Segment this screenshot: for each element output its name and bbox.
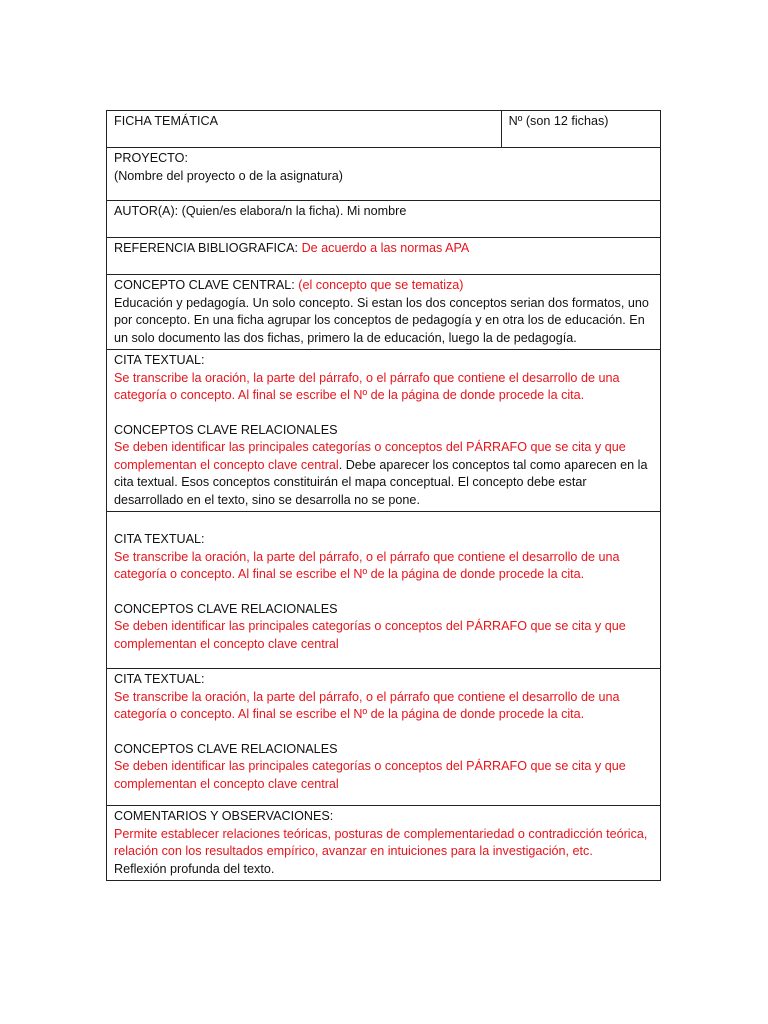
referencia-row bbox=[107, 238, 661, 275]
conceptos-relacionales-label: CONCEPTOS CLAVE RELACIONALES bbox=[114, 741, 338, 756]
conceptos-relacionales-text: Se deben identificar las principales categorías o conceptos del PÁRRAFO que se cita y que complementan el concepto clave central bbox=[114, 440, 626, 472]
cita-textual-text: Se transcribe la oración, la parte del párrafo, o el párrafo que contiene el desarrollo de una categoría o concepto. Al final se escribe el Nº de la página de donde procede la cita. bbox=[114, 549, 620, 581]
cita-block-cell bbox=[107, 350, 661, 512]
proyecto-cell bbox=[107, 148, 661, 201]
autor-row bbox=[107, 201, 661, 238]
cita-block-cell bbox=[107, 669, 661, 806]
cita-textual-label: CITA TEXTUAL: bbox=[114, 672, 205, 686]
ficha-number: Nº (son 12 fichas) bbox=[508, 114, 609, 128]
cita-block-row bbox=[107, 512, 661, 669]
spacer bbox=[114, 405, 653, 422]
ficha-title-cell bbox=[107, 111, 502, 148]
comentarios-cell bbox=[107, 806, 661, 881]
proyecto-label: PROYECTO: bbox=[114, 151, 188, 165]
autor-label: AUTOR(A): bbox=[114, 204, 179, 218]
ficha-tematica-table bbox=[106, 110, 661, 881]
conceptos-relacionales-text: Se deben identificar las principales categorías o conceptos del PÁRRAFO que se cita y que complementan el concepto clave central bbox=[114, 759, 626, 791]
referencia-cell bbox=[107, 238, 661, 275]
concepto-central-text: Educación y pedagogía. Un solo concepto. Si estan los dos conceptos serian dos formatos, uno por concepto. En una ficha agrupar los conceptos de pedagogía y en otra los de educación. En un solo documento las dos fichas, primero la de educación, luego la de pedagogía. bbox=[114, 295, 649, 345]
spacer bbox=[114, 584, 653, 601]
cita-block-cell bbox=[107, 512, 661, 669]
conceptos-relacionales-label: CONCEPTOS CLAVE RELACIONALES bbox=[114, 422, 338, 437]
conceptos-relacionales-text: Se deben identificar las principales categorías o conceptos del PÁRRAFO que se cita y que complementan el concepto clave central bbox=[114, 619, 626, 651]
comentarios-extra: Reflexión profunda del texto. bbox=[114, 861, 275, 876]
referencia-label: REFERENCIA BIBLIOGRAFICA: bbox=[114, 241, 302, 255]
conceptos-relacionales-extra: . Debe aparecer los conceptos tal como aparecen en la cita textual. Esos conceptos constituirán el mapa conceptual. El concepto debe estar desarrollado en el texto, sino se desarrolla no se pone. bbox=[114, 457, 648, 507]
autor-text: (Quien/es elabora/n la ficha). Mi nombre bbox=[178, 204, 407, 218]
proyecto-text: (Nombre del proyecto o de la asignatura) bbox=[114, 168, 343, 183]
spacer bbox=[114, 514, 653, 531]
spacer bbox=[114, 724, 653, 741]
comentarios-row bbox=[107, 806, 661, 881]
cita-textual-text: Se transcribe la oración, la parte del párrafo, o el párrafo que contiene el desarrollo de una categoría o concepto. Al final se escribe el Nº de la página de donde procede la cita. bbox=[114, 370, 620, 402]
ficha-number-cell bbox=[501, 111, 660, 148]
concepto-central-note: (el concepto que se tematiza) bbox=[298, 278, 464, 292]
concepto-central-label: CONCEPTO CLAVE CENTRAL: bbox=[114, 278, 299, 292]
comentarios-text: Permite establecer relaciones teóricas, posturas de complementariedad o contradicción teórica, relación con los resultados empírico, avanzar en intuiciones para la investigación, etc. bbox=[114, 826, 648, 858]
ficha-title: FICHA TEMÁTICA bbox=[114, 114, 219, 128]
header-row bbox=[107, 111, 661, 148]
cita-textual-label: CITA TEXTUAL: bbox=[114, 353, 205, 367]
concepto-central-row bbox=[107, 275, 661, 350]
cita-textual-label: CITA TEXTUAL: bbox=[114, 532, 205, 546]
proyecto-row bbox=[107, 148, 661, 201]
cita-block-row bbox=[107, 669, 661, 806]
referencia-text: De acuerdo a las normas APA bbox=[301, 241, 470, 255]
comentarios-label: COMENTARIOS Y OBSERVACIONES: bbox=[114, 809, 334, 823]
cita-block-row bbox=[107, 350, 661, 512]
cita-textual-text: Se transcribe la oración, la parte del párrafo, o el párrafo que contiene el desarrollo de una categoría o concepto. Al final se escribe el Nº de la página de donde procede la cita. bbox=[114, 689, 620, 721]
autor-cell bbox=[107, 201, 661, 238]
conceptos-relacionales-label: CONCEPTOS CLAVE RELACIONALES bbox=[114, 601, 338, 616]
concepto-central-cell bbox=[107, 275, 661, 350]
